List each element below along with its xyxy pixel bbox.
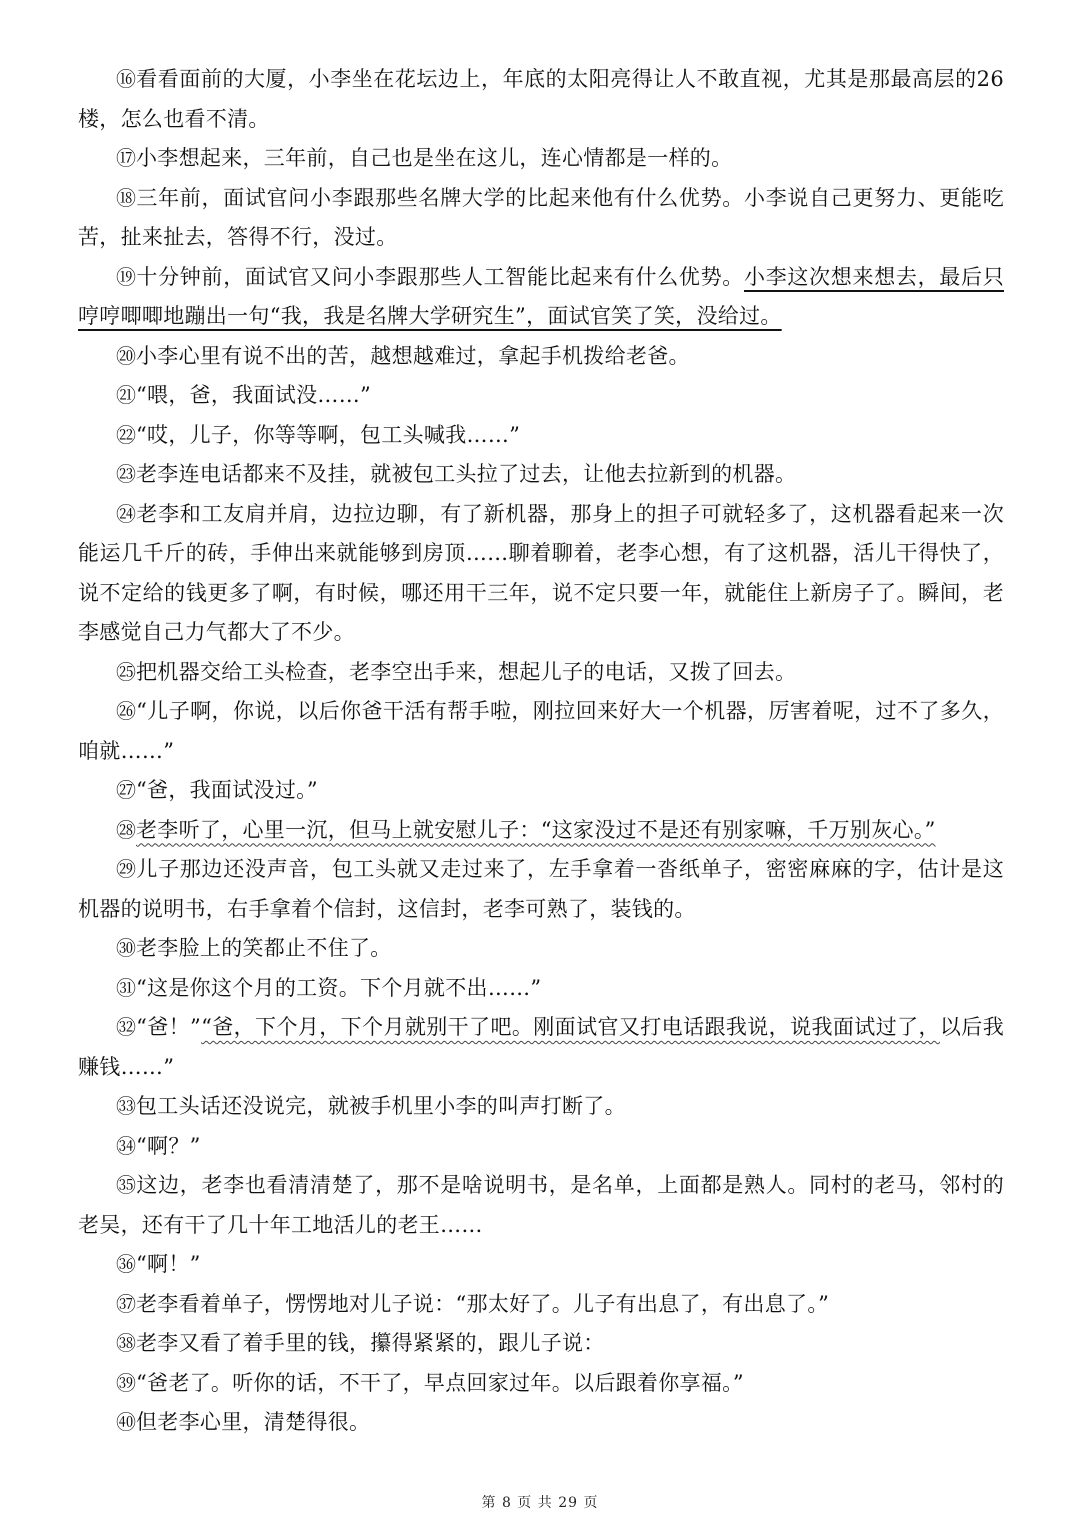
paragraph-number: ㉖: [116, 699, 137, 723]
paragraph-text: “爸！”: [136, 1015, 202, 1039]
paragraph-number: ㉔: [116, 501, 137, 526]
paragraph-17: [78, 139, 1004, 179]
paragraph-27: [78, 771, 1004, 811]
paragraph-number: ㉟: [116, 1173, 137, 1197]
paragraph-31: [78, 969, 1004, 1009]
paragraph-25: [78, 653, 1004, 693]
paragraph-24: [78, 495, 1004, 653]
paragraph-text: 这边，老李也看清清楚了，那不是啥说明书，是名单，上面都是熟人。同村的老马，邻村的老吴，还有干了几十年工地活儿的老王……: [78, 1173, 1005, 1237]
paragraph-text: 老李看着单子，愣愣地对儿子说：“那太好了。儿子有出息了，有出息了。”: [136, 1291, 830, 1316]
paragraph-text: 小李想起来，三年前，自己也是坐在这儿，连心情都是一样的。: [136, 146, 733, 170]
paragraph-28: [78, 811, 1004, 851]
paragraph-number: ㉘: [116, 817, 136, 842]
paragraph-text: 老李连电话都来不及挂，就被包工头拉了过去，让他去拉新到的机器。: [136, 462, 797, 486]
document-body: [78, 60, 1004, 1443]
paragraph-number: ㊵: [116, 1410, 136, 1434]
paragraph-number: ⑰: [116, 146, 136, 170]
paragraph-number: ㉑: [116, 383, 136, 407]
paragraph-18: [78, 179, 1004, 258]
paragraph-text: 三年前，面试官问小李跟那些名牌大学的比起来他有什么优势。小李说自己更努力、更能吃苦，扯来扯去，答得不行，没过。: [78, 185, 1005, 249]
paragraph-text: 老李和工友肩并肩，边拉边聊，有了新机器，那身上的担子可就轻多了，这机器看起来一次能运几千斤的砖，手伸出来就能够到房顶……聊着聊着，老李心想，有了这机器，活儿干得快了，说不定给的钱更多了啊，有时候，哪还用干三年，说不定只要一年，就能住上新房子了。瞬间，老李感觉自己力气都大了不少。: [78, 501, 1005, 644]
paragraph-33: [78, 1087, 1004, 1127]
paragraph-38: [78, 1324, 1004, 1364]
paragraph-number: ㉓: [116, 462, 136, 486]
wavy-underlined-sentence: “爸，下个月，下个月就别干了吧。刚面试官又打电话跟我说，说我面试过了，: [201, 1015, 940, 1039]
paragraph-35: [78, 1166, 1004, 1245]
paragraph-16: [78, 60, 1004, 139]
paragraph-number: ㉗: [116, 778, 136, 802]
wavy-underlined-sentence: 老李听了，心里一沉，但马上就安慰儿子：“这家没过不是还有别家嘛，千万别灰心。”: [136, 817, 936, 842]
page-footer: 第 8 页 共 29 页: [481, 1495, 599, 1511]
paragraph-number: ⑲: [116, 264, 137, 289]
paragraph-text: 十分钟前，面试官又问小李跟那些人工智能比起来有什么优势。: [136, 264, 744, 289]
paragraph-number: ㉚: [116, 936, 136, 960]
paragraph-40: [78, 1403, 1004, 1443]
paragraph-text: “爸，我面试没过。”: [136, 778, 318, 802]
paragraph-text: 把机器交给工头检查，老李空出手来，想起儿子的电话，又拨了回去。: [136, 659, 797, 684]
paragraph-20: [78, 337, 1004, 377]
paragraph-number: ㉙: [116, 857, 137, 881]
paragraph-23: [78, 455, 1004, 495]
paragraph-tail: 以后我赚钱……”: [78, 1015, 1005, 1079]
paragraph-number: ⑳: [116, 343, 136, 368]
paragraph-text: “喂，爸，我面试没……”: [136, 383, 372, 407]
paragraph-text: 老李又看了着手里的钱，攥得紧紧的，跟儿子说：: [136, 1331, 605, 1355]
paragraph-text: “儿子啊，你说，以后你爸干活有帮手啦，刚拉回来好大一个机器，厉害着呢，过不了多久，咱就……”: [78, 699, 1004, 763]
paragraph-text: “爸老了。听你的话，不干了，早点回家过年。以后跟着你享福。”: [136, 1370, 744, 1395]
paragraph-number: ㊲: [116, 1291, 136, 1316]
paragraph-text: 小李心里有说不出的苦，越想越难过，拿起手机拨给老爸。: [136, 343, 690, 368]
paragraph-number: ㊱: [116, 1252, 136, 1276]
paragraph-39: [78, 1364, 1004, 1404]
paragraph-number: ㉞: [116, 1133, 136, 1158]
paragraph-number: ⑯: [116, 67, 137, 91]
paragraph-number: ㉛: [116, 975, 136, 1000]
paragraph-number: ㉒: [116, 422, 136, 447]
paragraph-text: 老李脸上的笑都止不住了。: [136, 936, 392, 960]
paragraph-text: 但老李心里，清楚得很。: [136, 1410, 371, 1434]
paragraph-32: [78, 1008, 1004, 1087]
paragraph-text: “啊！”: [136, 1252, 201, 1276]
paragraph-text: “哎，儿子，你等等啊，包工头喊我……”: [136, 422, 521, 447]
paragraph-text: 包工头话还没说完，就被手机里小李的叫声打断了。: [136, 1094, 626, 1118]
paragraph-number: ⑱: [116, 185, 137, 210]
paragraph-number: ㉜: [116, 1015, 137, 1039]
paragraph-text: 看看面前的大厦，小李坐在花坛边上，年底的太阳亮得让人不敢直视，尤其是那最高层的26楼，怎么也看不清。: [78, 67, 1004, 131]
paragraph-34: [78, 1127, 1004, 1167]
paragraph-26: [78, 692, 1004, 771]
paragraph-number: ㊴: [116, 1370, 136, 1395]
paragraph-text: “啊？”: [136, 1133, 201, 1158]
paragraph-text: “这是你这个月的工资。下个月就不出……”: [136, 975, 542, 1000]
paragraph-number: ㉕: [116, 659, 136, 684]
paragraph-text: 儿子那边还没声音，包工头就又走过来了，左手拿着一沓纸单子，密密麻麻的字，估计是这机器的说明书，右手拿着个信封，这信封，老李可熟了，装钱的。: [78, 857, 1005, 921]
paragraph-29: [78, 850, 1004, 929]
paragraph-19: [78, 258, 1004, 337]
underlined-sentence: 小李这次想来想去，最后只哼哼唧唧地蹦出一句“我，我是名牌大学研究生”，面试官笑了笑，没给过。: [78, 264, 1004, 328]
paragraph-21: [78, 376, 1004, 416]
paragraph-number: ㊳: [116, 1331, 136, 1355]
paragraph-30: [78, 929, 1004, 969]
paragraph-number: ㉝: [116, 1094, 136, 1118]
paragraph-37: [78, 1285, 1004, 1325]
paragraph-22: [78, 416, 1004, 456]
paragraph-36: [78, 1245, 1004, 1285]
